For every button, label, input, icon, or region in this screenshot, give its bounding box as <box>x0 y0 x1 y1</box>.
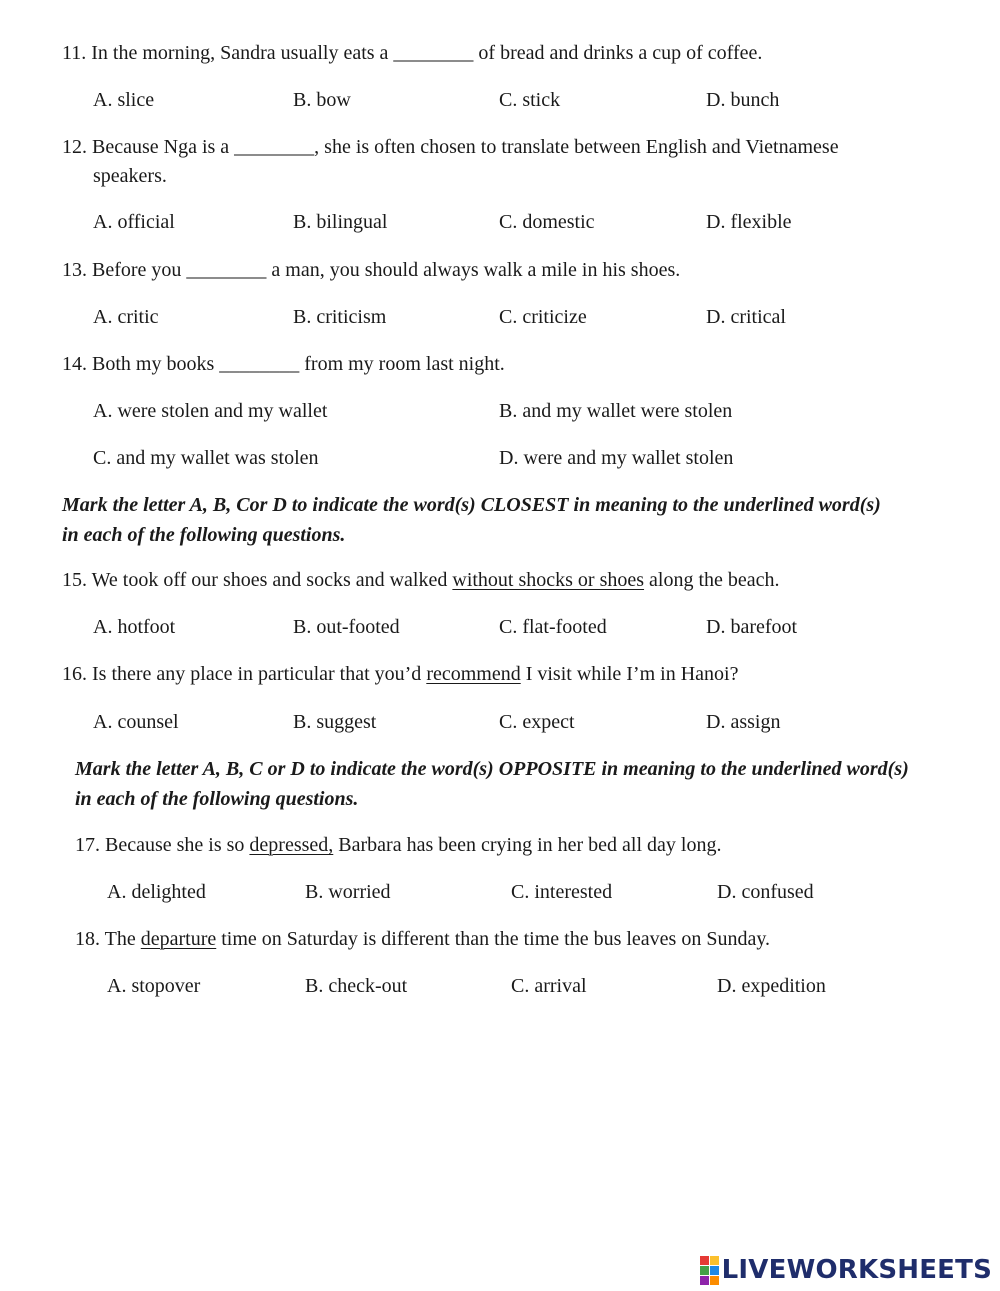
question-text: Because Nga is a <box>92 136 230 158</box>
option-c: C. interested <box>511 881 613 903</box>
question-text: We took off our shoes and socks and walked <box>91 569 448 591</box>
option-d: D. barefoot <box>706 616 798 638</box>
underlined-phrase: departure <box>140 928 217 950</box>
answer-blank: ________ <box>219 353 300 375</box>
question-11 <box>62 43 762 63</box>
option-b: B. criticism <box>293 306 387 328</box>
option-a: A. slice <box>93 89 155 111</box>
option-c: C. criticize <box>499 306 587 328</box>
question-number: 18. <box>75 928 100 950</box>
answer-blank: ________ <box>234 136 315 158</box>
underlined-phrase: recommend <box>426 663 521 685</box>
option-a: A. delighted <box>107 881 206 903</box>
option-c: C. and my wallet was stolen <box>93 447 319 469</box>
question-text: along the beach. <box>649 569 780 591</box>
option-b: B. out-footed <box>293 616 400 638</box>
option-d: D. were and my wallet stolen <box>499 447 734 469</box>
question-12-continuation: speakers. <box>93 165 167 187</box>
option-b: B. check-out <box>305 975 408 997</box>
option-a: A. were stolen and my wallet <box>93 400 328 422</box>
option-a: A. hotfoot <box>93 616 176 638</box>
option-a: A. counsel <box>93 711 179 733</box>
question-12 <box>62 137 839 157</box>
question-text: Is there any place in particular that you’d <box>92 663 422 685</box>
instruction-opposite: Mark the letter A, B, C or D to indicate the word(s) OPPOSITE in meaning to the underlined word(s) in each of the following questions. <box>75 758 909 810</box>
option-d: D. bunch <box>706 89 780 111</box>
question-text: Because she is so <box>105 834 245 856</box>
question-text: a man, you should always walk a mile in his shoes. <box>271 259 681 281</box>
question-text: I visit while I’m in Hanoi? <box>525 663 739 685</box>
option-b: B. worried <box>305 881 391 903</box>
option-d: D. expedition <box>717 975 826 997</box>
question-18 <box>75 929 770 949</box>
question-number: 14. <box>62 353 87 375</box>
option-d: D. critical <box>706 306 786 328</box>
option-b: B. and my wallet were stolen <box>499 400 733 422</box>
option-d: D. confused <box>717 881 814 903</box>
option-a: A. stopover <box>107 975 201 997</box>
underlined-phrase: depressed, <box>249 834 334 856</box>
option-c: C. domestic <box>499 211 595 233</box>
logo-square <box>710 1276 719 1285</box>
logo-square <box>700 1256 709 1265</box>
question-text: , she is often chosen to translate between English and Vietnamese <box>314 136 839 158</box>
question-number: 13. <box>62 259 87 281</box>
question-15 <box>62 570 780 590</box>
question-number: 16. <box>62 663 87 685</box>
option-c: C. stick <box>499 89 561 111</box>
logo-mark-icon <box>700 1256 719 1285</box>
question-text: Both my books <box>92 353 215 375</box>
option-a: A. critic <box>93 306 159 328</box>
option-d: D. flexible <box>706 211 792 233</box>
option-c: C. arrival <box>511 975 587 997</box>
option-b: B. bow <box>293 89 351 111</box>
question-number: 17. <box>75 834 100 856</box>
option-a: A. official <box>93 211 175 233</box>
question-text: time on Saturday is different than the time the bus leaves on Sunday. <box>221 928 771 950</box>
answer-blank: ________ <box>393 42 474 64</box>
question-13 <box>62 260 680 280</box>
logo-square <box>710 1256 719 1265</box>
answer-blank: ________ <box>186 259 267 281</box>
underlined-phrase: without shocks or shoes <box>452 569 645 591</box>
question-text: Barbara has been crying in her bed all day long. <box>338 834 722 856</box>
question-text: from my room last night. <box>304 353 505 375</box>
instruction-closest: Mark the letter A, B, Cor D to indicate the word(s) CLOSEST in meaning to the underlined word(s) in each of the following questions. <box>62 494 881 546</box>
question-text: of bread and drinks a cup of coffee. <box>478 42 763 64</box>
question-number: 11. <box>62 42 87 64</box>
option-b: B. bilingual <box>293 211 388 233</box>
logo-square <box>710 1266 719 1275</box>
option-c: C. expect <box>499 711 575 733</box>
question-text: Before you <box>92 259 182 281</box>
question-16 <box>62 664 738 684</box>
logo-text: LIVEWORKSHEETS <box>721 1255 992 1285</box>
liveworksheets-logo <box>700 1255 992 1285</box>
question-number: 15. <box>62 569 87 591</box>
question-number: 12. <box>62 136 87 158</box>
question-14 <box>62 354 505 374</box>
option-b: B. suggest <box>293 711 377 733</box>
logo-square <box>700 1266 709 1275</box>
question-text: The <box>104 928 136 950</box>
question-text: In the morning, Sandra usually eats a <box>91 42 389 64</box>
logo-square <box>700 1276 709 1285</box>
option-c: C. flat-footed <box>499 616 607 638</box>
question-17 <box>75 835 721 855</box>
option-d: D. assign <box>706 711 781 733</box>
